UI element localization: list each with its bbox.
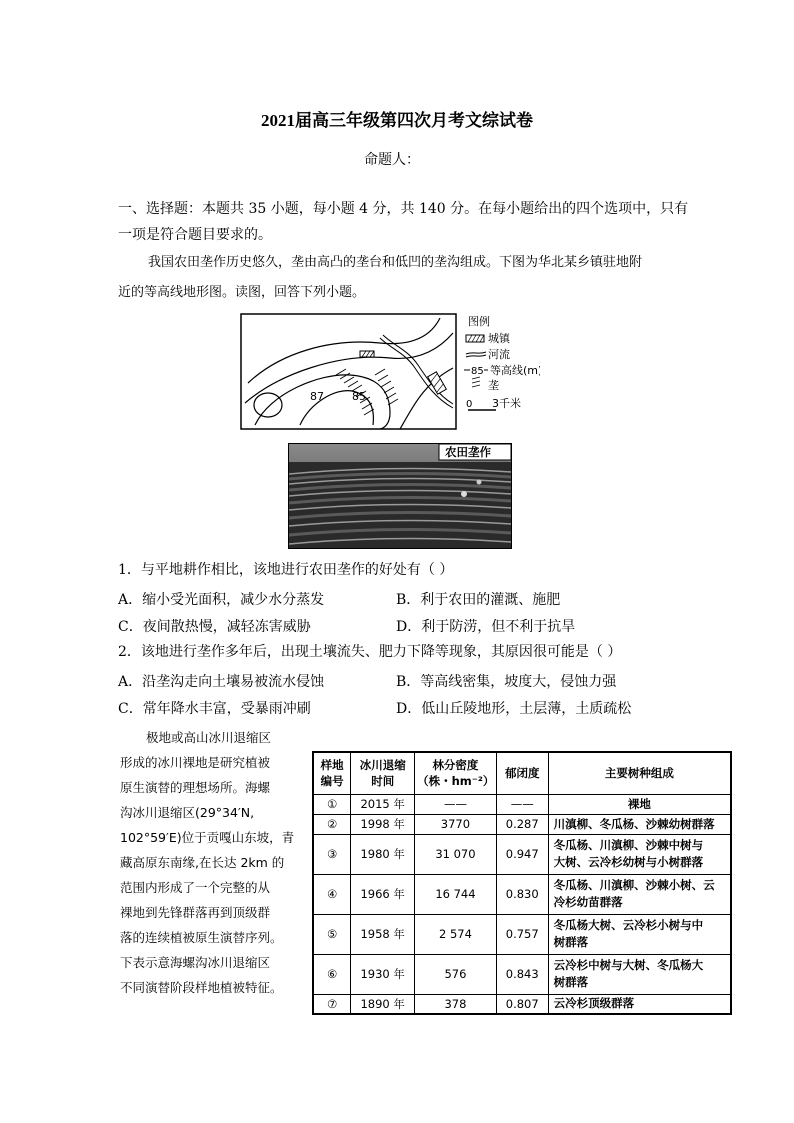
question-1-option-b: B．利于农田的灌溉、施肥: [396, 592, 561, 608]
cell-canopy: 0.757: [496, 914, 548, 954]
succession-table: [312, 751, 732, 1015]
cell-canopy: 0.807: [496, 994, 548, 1014]
legend-contour-label: 等高线(m): [490, 364, 540, 377]
legend-river-label: 河流: [488, 348, 510, 361]
passage-line: 裸地到先锋群落再到顶级群: [120, 905, 271, 920]
cell-year: 1980 年: [351, 834, 415, 874]
cell-canopy: ——: [496, 794, 548, 814]
exam-title: 2021届高三年级第四次月考文综试卷: [261, 111, 533, 130]
legend-contour-value: 85: [471, 366, 484, 377]
question-1-stem: 1．与平地耕作相比，该地进行农田垄作的好处有（ ）: [118, 562, 454, 578]
cell-plot-id: ⑤: [313, 914, 351, 954]
passage-line: 藏高原东南缘,在长达 2km 的: [120, 855, 285, 870]
cell-species: 冬瓜杨大树、云冷杉小树与中 树群落: [548, 914, 731, 954]
question-1-option-d: D．利于防涝，但不利于抗旱: [396, 619, 576, 635]
table-row: [313, 954, 731, 994]
cell-year: 1998 年: [351, 814, 415, 834]
scale-label: 3千米: [492, 397, 521, 410]
cell-plot-id: ③: [313, 834, 351, 874]
section-line-1: 一、选择题：本题共 35 小题，每小题 4 分，共 140 分。在每小题给出的四个选项中，只有: [118, 201, 689, 217]
legend-title: 图例: [468, 315, 490, 328]
cell-plot-id: ⑦: [313, 994, 351, 1014]
cell-canopy: 0.287: [496, 814, 548, 834]
section-instructions: [118, 196, 698, 248]
photo-caption: 农田垄作: [445, 445, 491, 459]
table-row: [313, 834, 731, 874]
contour-map-svg: [240, 313, 540, 433]
legend-town-label: 城镇: [488, 332, 510, 345]
cell-species: 云冷杉顶级群落: [548, 994, 731, 1014]
question-1-option-c: C．夜间散热慢，减轻冻害威胁: [118, 619, 311, 635]
question-2-stem: 2．该地进行垄作多年后，出现土壤流失、肥力下降等现象，其原因很可能是（ ）: [118, 644, 622, 660]
table-row: [313, 874, 731, 914]
cell-species: 裸地: [548, 794, 731, 814]
passage-line: 不同演替阶段样地植被特征。: [120, 980, 283, 995]
cell-density: 378: [415, 994, 497, 1014]
passage-line: 102°59′E)位于贡嘎山东坡，青: [120, 830, 295, 845]
contour-label-87: 87: [310, 390, 324, 403]
question-1-option-a: A．缩小受光面积，减少水分蒸发: [118, 592, 325, 608]
cell-canopy: 0.830: [496, 874, 548, 914]
intro-line-1: 我国农田垄作历史悠久，垄由高凸的垄台和低凹的垄沟组成。下图为华北某乡镇驻地附: [148, 255, 643, 270]
cell-plot-id: ⑥: [313, 954, 351, 994]
cell-species: 云冷杉中树与大树、冬瓜杨大 树群落: [548, 954, 731, 994]
passage-line: 形成的冰川裸地是研究植被: [120, 755, 271, 770]
cell-year: 1958 年: [351, 914, 415, 954]
question-2-option-b: B．等高线密集，坡度大，侵蚀力强: [396, 674, 617, 690]
cell-canopy: 0.843: [496, 954, 548, 994]
header-plot: 样地 编号: [313, 752, 351, 794]
passage-line: 沟冰川退缩区(29°34′N,: [120, 805, 255, 820]
header-year: 冰川退缩 时间: [351, 752, 415, 794]
table-row: [313, 914, 731, 954]
photo-svg: [289, 444, 511, 548]
passage-line: 下表示意海螺沟冰川退缩区: [120, 955, 271, 970]
section-line-2: 一项是符合题目要求的。: [118, 227, 272, 243]
cell-density: 16 744: [415, 874, 497, 914]
cell-density: 576: [415, 954, 497, 994]
cell-density: ——: [415, 794, 497, 814]
author-label: 命题人：: [364, 152, 420, 168]
passage-line: 范围内形成了一个完整的从: [120, 880, 271, 895]
cell-year: 2015 年: [351, 794, 415, 814]
table-header-row: [313, 752, 731, 794]
cell-species: 冬瓜杨、川滇柳、沙棘小树、云 冷杉幼苗群落: [548, 874, 731, 914]
cell-canopy: 0.947: [496, 834, 548, 874]
header-canopy: 郁闭度: [496, 752, 548, 794]
legend-river-swatch-a: [466, 352, 486, 354]
cell-plot-id: ④: [313, 874, 351, 914]
table-row: [313, 994, 731, 1014]
contour-map-figure: [240, 313, 540, 433]
cell-year: 1890 年: [351, 994, 415, 1014]
table-row: [313, 814, 731, 834]
contour-label-85: 85: [352, 390, 366, 403]
ridge-farming-photo: [288, 443, 512, 549]
cell-species: 冬瓜杨、川滇柳、沙棘中树与 大树、云冷杉幼树与小树群落: [548, 834, 731, 874]
legend-ridge-swatch: [472, 377, 480, 387]
passage-line: 落的连续植被原生演替序列。: [120, 930, 283, 945]
legend-ridge-label: 垄: [488, 379, 499, 392]
glacier-passage: [120, 725, 298, 1000]
question-2-option-a: A．沿垄沟走向土壤易被流水侵蚀: [118, 674, 325, 690]
cell-density: 3770: [415, 814, 497, 834]
cell-density: 31 070: [415, 834, 497, 874]
passage-line: 极地或高山冰川退缩区: [146, 730, 272, 745]
cell-density: 2 574: [415, 914, 497, 954]
table-row: [313, 794, 731, 814]
cell-species: 川滇柳、冬瓜杨、沙棘幼树群落: [548, 814, 731, 834]
cell-plot-id: ②: [313, 814, 351, 834]
legend-river-swatch-b: [466, 355, 486, 357]
intro-line-2: 近的等高线地形图。读图，回答下列小题。: [118, 285, 366, 300]
cell-year: 1966 年: [351, 874, 415, 914]
header-density: 林分密度 （株・hm⁻²）: [415, 752, 497, 794]
header-species: 主要树种组成: [548, 752, 731, 794]
question-2-option-c: C．常年降水丰富，受暴雨冲刷: [118, 701, 311, 717]
question-2-option-d: D．低山丘陵地形，土层薄，土质疏松: [396, 701, 632, 717]
cell-plot-id: ①: [313, 794, 351, 814]
cell-year: 1930 年: [351, 954, 415, 994]
scale-zero: 0: [466, 399, 473, 410]
question-intro: [118, 250, 708, 306]
passage-line: 原生演替的理想场所。海螺: [120, 780, 271, 795]
map-frame: [241, 314, 456, 429]
